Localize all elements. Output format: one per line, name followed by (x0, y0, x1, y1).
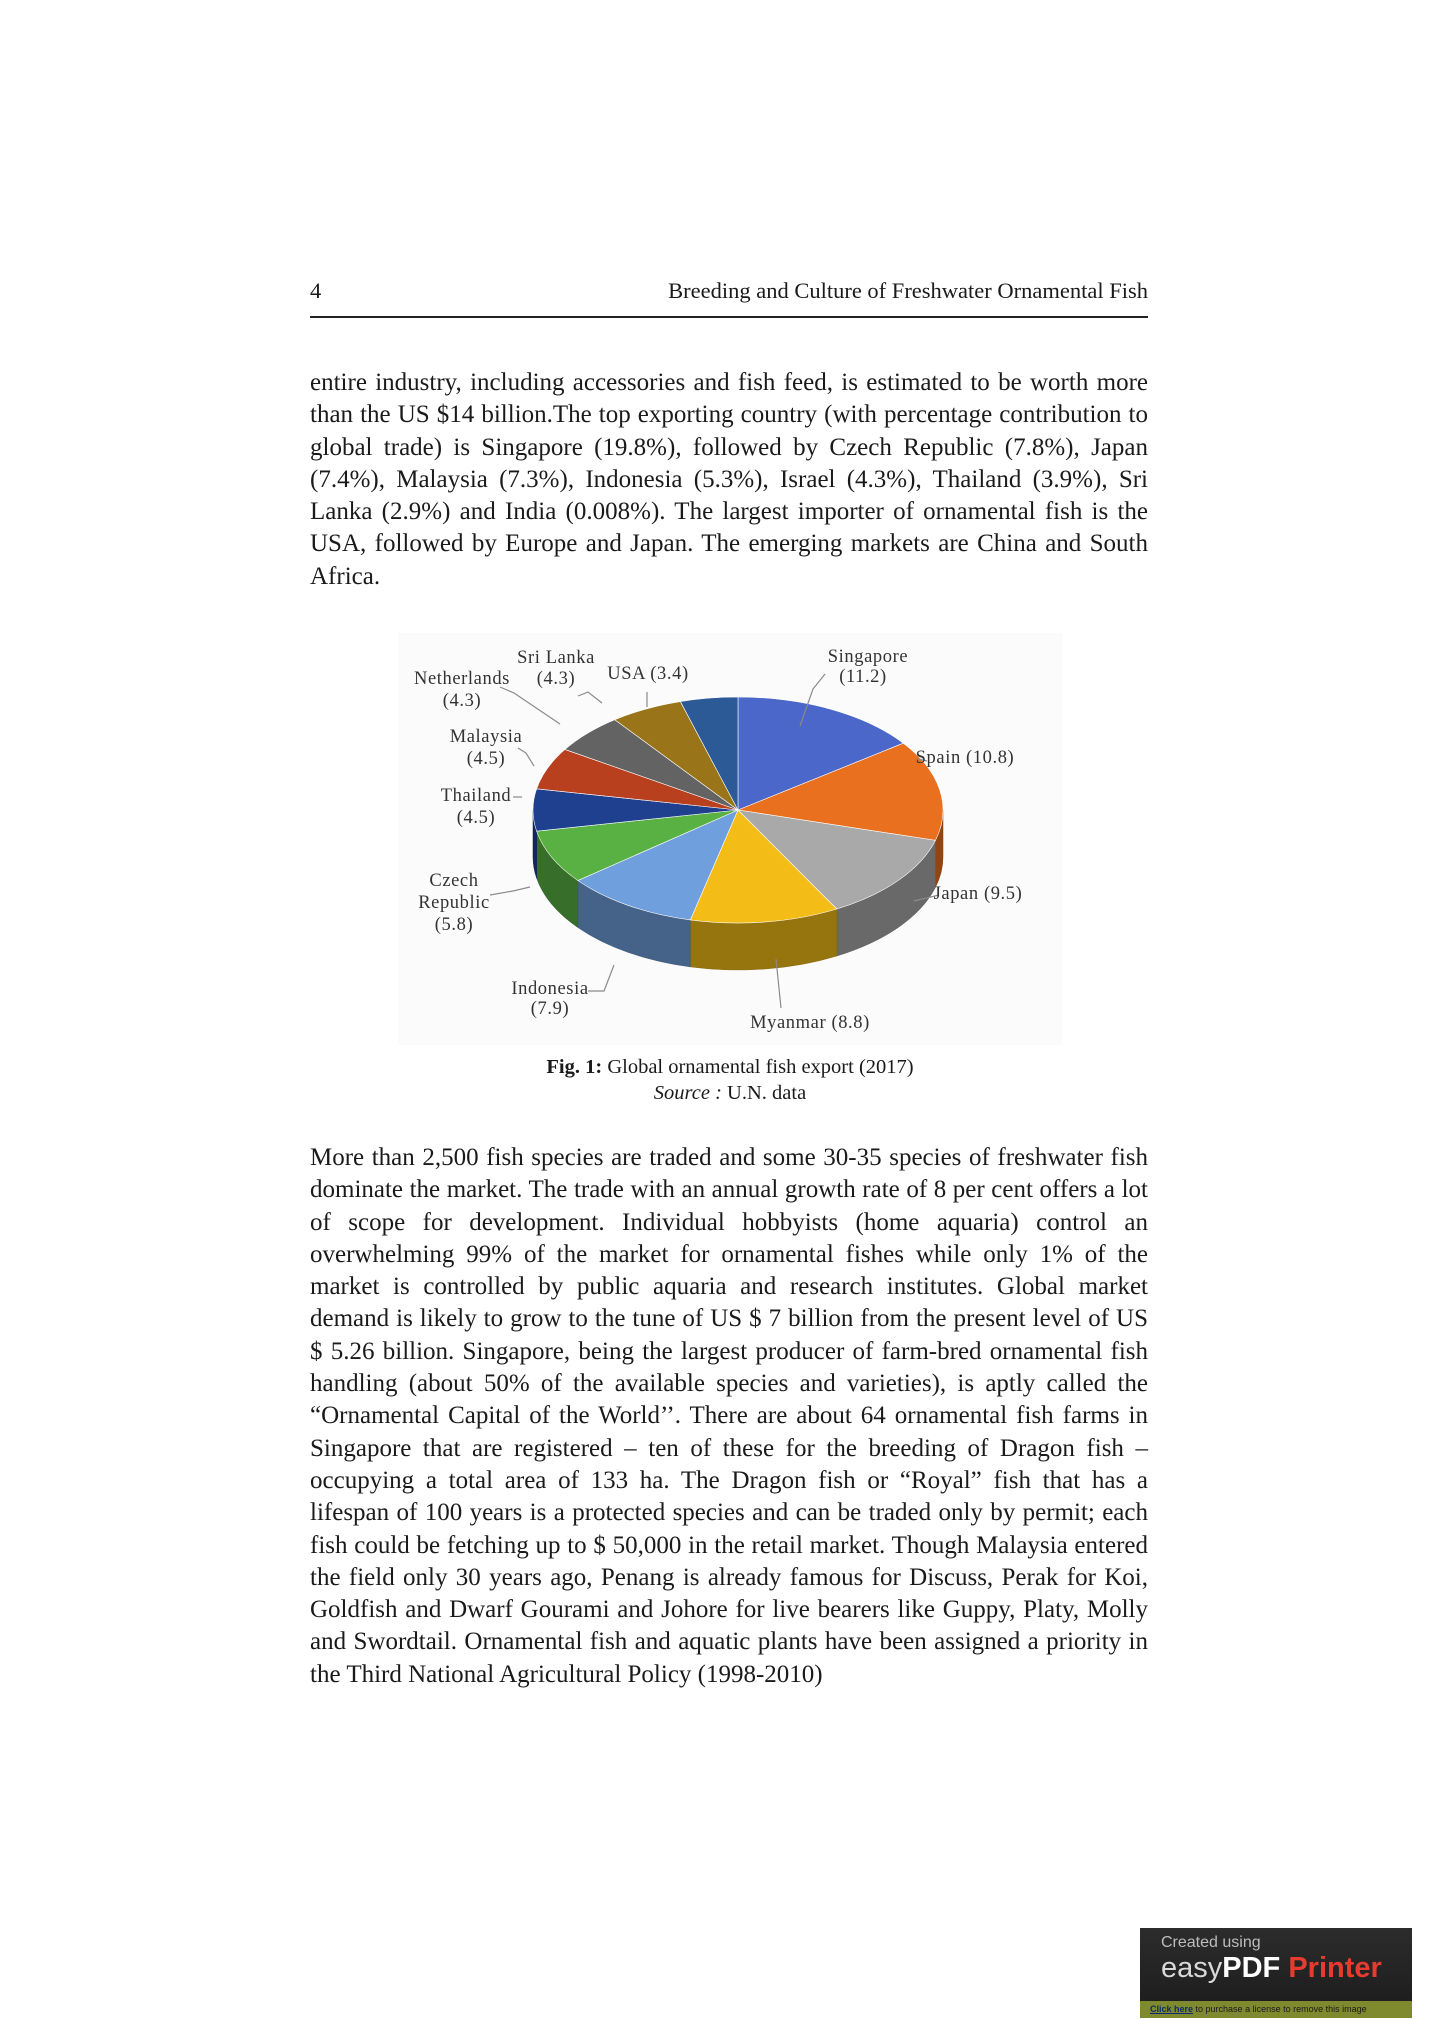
pie-label-netherlands-line-2: (4.3) (442, 691, 482, 711)
pie-top-layer (533, 697, 943, 923)
easypdf-watermark (1140, 1928, 1412, 2018)
figure-caption (398, 1056, 1062, 1079)
leader-line-netherlands (500, 687, 560, 724)
leader-line-sri-lanka (578, 692, 602, 703)
figure-caption-label: Fig. 1: (546, 1056, 603, 1078)
leader-line-indonesia (588, 965, 614, 991)
figure-source-label: Source : (653, 1082, 722, 1104)
pie-chart (398, 633, 1062, 1045)
pie-label-sri-lanka-line-1: Sri Lanka (517, 648, 595, 668)
pie-label-usa: USA (3.4) (607, 664, 689, 684)
watermark-created-text: Created using (1161, 1934, 1261, 1951)
pie-label-indonesia-line-2: (7.9) (530, 999, 570, 1019)
pie-label-indonesia-line-1: Indonesia (511, 979, 589, 999)
pie-chart-figure (398, 633, 1062, 1045)
pie-label-thailand-line-2: (4.5) (456, 808, 496, 828)
watermark-brand-pdf: PDF (1222, 1952, 1281, 1984)
pie-label-czech-republic-line-1: Czech (429, 871, 479, 891)
watermark-license-bar (1140, 2001, 1412, 2018)
pie-label-myanmar: Myanmar (8.8) (750, 1013, 870, 1033)
figure-source-text: U.N. data (721, 1082, 807, 1104)
body-paragraph-2: More than 2,500 fish species are traded and some 30-35 species of freshwater fish dominate the market. The trade with an annual growth rate of 8 per cent offers a lot of scope for development. Individual hobbyists (home aquaria) control an overwhelming 99% of the market for ornamental fishes while only 1% of the market is controlled by public aquaria and research institutes. Global market demand is likely to grow to the tune of US $ 7 billion from the present level of US $ 5.26 billion. Singapore, being the largest producer of farm-bred ornamental fish handling (about 50% of the available species and varieties), is aptly called the “Ornamental Capital of the World’’. There are about 64 ornamental fish farms in Singapore that are registered – ten of these for the breeding of Dragon fish – occupying a total area of 133 ha. The Dragon fish or “Royal” fish that has a lifespan of 100 years is a protected species and can be traded only by permit; each fish could be fetching up to $ 50,000 in the retail market. Though Malaysia entered the field only 30 years ago, Penang is already famous for Discuss, Perak for Koi, Goldfish and Dwarf Gourami and Johore for live bearers like Guppy, Platy, Molly and Swordtail. Ornamental fish and aquatic plants have been assigned a priority in the Third National Agricultural Policy (1998-2010) (310, 1144, 1148, 1688)
pie-label-malaysia-line-2: (4.5) (466, 749, 506, 769)
pie-label-malaysia-line-1: Malaysia (449, 727, 523, 747)
leader-line-czech-republic (490, 887, 530, 895)
figure-caption-text: Global ornamental fish export (2017) (602, 1056, 914, 1078)
watermark-license-text: to purchase a license to remove this image (1193, 2004, 1367, 2014)
body-paragraph-1: entire industry, including accessories and fish feed, is estimated to be worth more than the US $14 billion.The top exporting country (with percentage contribution to global trade) is Singapore (19.8%), followed by Czech Republic (7.8%), Japan (7.4%), Malaysia (7.3%), Indonesia (5.3%), Israel (4.3%), Thailand (3.9%), Sri Lanka (2.9%) and India (0.008%). The largest importer of ornamental fish is the USA, followed by Europe and Japan. The emerging markets are China and South Africa. (310, 369, 1148, 590)
watermark-brand (1161, 1952, 1382, 1985)
pie-label-singapore-line-2: (11.2) (839, 667, 887, 687)
pie-label-japan: Japan (9.5) (933, 884, 1023, 904)
pie-label-thailand-line-1: Thailand (440, 786, 512, 806)
pie-label-singapore-line-1: Singapore (827, 647, 909, 667)
pie-label-czech-republic-line-2: Republic (418, 893, 490, 913)
pie-label-netherlands-line-1: Netherlands (414, 669, 510, 689)
watermark-click-here-link[interactable]: Click here (1150, 2004, 1194, 2014)
pie-label-spain: Spain (10.8) (915, 748, 1015, 768)
running-header (310, 278, 1148, 318)
pie-label-czech-republic-line-3: (5.8) (434, 915, 474, 935)
running-title: Breeding and Culture of Freshwater Ornamental Fish (668, 278, 1148, 303)
watermark-brand-easy: easy (1161, 1952, 1223, 1984)
figure-source (398, 1082, 1062, 1105)
pie-label-sri-lanka-line-2: (4.3) (536, 669, 576, 689)
page-number: 4 (310, 278, 322, 303)
watermark-brand-printer: Printer (1280, 1952, 1382, 1984)
leader-line-malaysia (518, 748, 534, 766)
